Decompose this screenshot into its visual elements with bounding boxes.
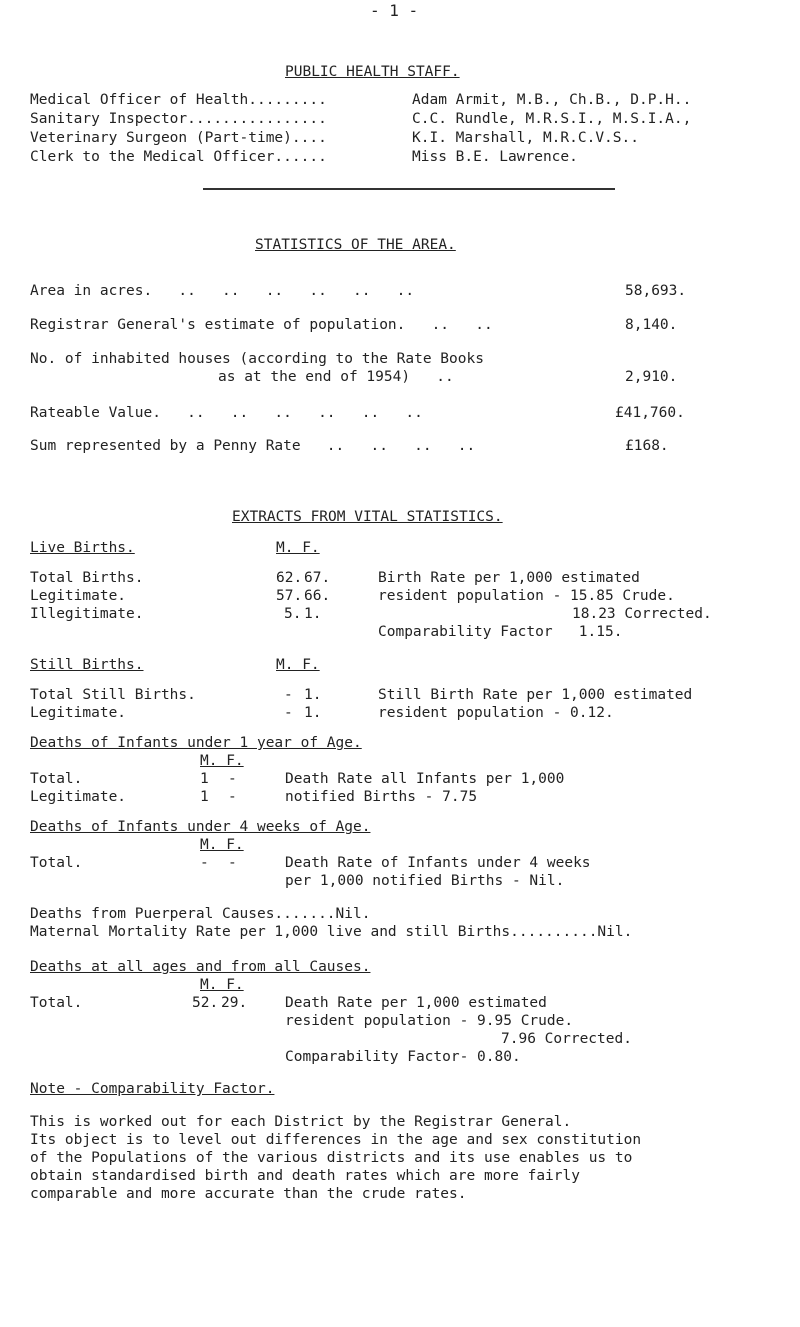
live-births-heading: Live Births.: [30, 540, 135, 556]
death-comparability-factor: Comparability Factor- 0.80.: [285, 1049, 521, 1065]
still-birth-rate-line: resident population - 0.12.: [378, 705, 614, 721]
female-value: 1.: [304, 606, 322, 622]
vital-statistics-heading: EXTRACTS FROM VITAL STATISTICS.: [232, 509, 503, 525]
female-value: 29.: [221, 995, 248, 1011]
population-value: 8,140.: [625, 317, 678, 333]
female-value: 1.: [304, 687, 322, 703]
note-line: comparable and more accurate than the crude rates.: [30, 1186, 467, 1202]
death-rate-line: resident population - 9.95 Crude.: [285, 1013, 574, 1029]
male-value: 5.: [284, 606, 302, 622]
male-value: 1: [200, 789, 209, 805]
infant-4wk-rate-line: Death Rate of Infants under 4 weeks: [285, 855, 591, 871]
male-value: 62.: [276, 570, 303, 586]
staff-role: Veterinary Surgeon (Part-time)....: [30, 130, 327, 146]
row-label: Legitimate.: [30, 588, 127, 604]
male-value: 57.: [276, 588, 303, 604]
mf-header: M. F.: [276, 540, 320, 556]
male-value: -: [200, 855, 209, 871]
page-number: - 1 -: [370, 1, 419, 20]
row-label: Total Births.: [30, 570, 144, 586]
rateable-value: £41,760.: [615, 405, 685, 421]
birth-rate-corrected: 18.23 Corrected.: [572, 606, 712, 622]
note-line: Its object is to level out differences in the age and sex constitution: [30, 1132, 642, 1148]
statistics-heading: STATISTICS OF THE AREA.: [255, 237, 456, 253]
staff-person: Adam Armit, M.B., Ch.B., D.P.H..: [412, 92, 692, 108]
penny-rate-value: £168.: [625, 438, 669, 454]
area-value: 58,693.: [625, 283, 687, 299]
male-value: 52.: [192, 995, 219, 1011]
staff-person: Miss B.E. Lawrence.: [412, 149, 578, 165]
note-heading: Note - Comparability Factor.: [30, 1081, 275, 1097]
penny-rate-label: Sum represented by a Penny Rate .. .. .. ..: [30, 438, 476, 454]
note-line: obtain standardised birth and death rates which are more fairly: [30, 1168, 580, 1184]
houses-value: 2,910.: [625, 369, 678, 385]
row-label: Total.: [30, 855, 83, 871]
death-rate-line: Death Rate per 1,000 estimated: [285, 995, 547, 1011]
infant-death-rate-line: Death Rate all Infants per 1,000: [285, 771, 565, 787]
houses-label-cont: as at the end of 1954) ..: [218, 369, 454, 385]
row-label: Legitimate.: [30, 705, 127, 721]
staff-person: C.C. Rundle, M.R.S.I., M.S.I.A.,: [412, 111, 692, 127]
female-value: -: [228, 855, 237, 871]
puerperal-deaths: Deaths from Puerperal Causes.......Nil.: [30, 906, 371, 922]
female-value: -: [228, 771, 237, 787]
still-births-heading: Still Births.: [30, 657, 144, 673]
infant-4wk-rate-line: per 1,000 notified Births - Nil.: [285, 873, 565, 889]
female-value: -: [228, 789, 237, 805]
male-value: -: [284, 687, 293, 703]
male-value: 1: [200, 771, 209, 787]
birth-rate-line: resident population - 15.85 Crude.: [378, 588, 675, 604]
row-label: Total Still Births.: [30, 687, 196, 703]
mf-header: M. F.: [200, 753, 244, 769]
staff-role: Medical Officer of Health.........: [30, 92, 327, 108]
staff-heading: PUBLIC HEALTH STAFF.: [285, 64, 460, 80]
infant-4wk-deaths-heading: Deaths of Infants under 4 weeks of Age.: [30, 819, 371, 835]
row-label: Legitimate.: [30, 789, 127, 805]
still-birth-rate-line: Still Birth Rate per 1,000 estimated: [378, 687, 693, 703]
population-label: Registrar General's estimate of population. .. ..: [30, 317, 493, 333]
female-value: 1.: [304, 705, 322, 721]
maternal-mortality: Maternal Mortality Rate per 1,000 live and still Births..........Nil.: [30, 924, 633, 940]
staff-person: K.I. Marshall, M.R.C.V.S..: [412, 130, 639, 146]
mf-header: M. F.: [200, 977, 244, 993]
row-label: Total.: [30, 771, 83, 787]
note-line: of the Populations of the various districts and its use enables us to: [30, 1150, 633, 1166]
female-value: 66.: [304, 588, 331, 604]
row-label: Illegitimate.: [30, 606, 144, 622]
staff-role: Sanitary Inspector................: [30, 111, 327, 127]
female-value: 67.: [304, 570, 331, 586]
mf-header: M. F.: [276, 657, 320, 673]
staff-role: Clerk to the Medical Officer......: [30, 149, 327, 165]
note-line: This is worked out for each District by the Registrar General.: [30, 1114, 572, 1130]
divider: [203, 188, 615, 190]
infant-death-rate-line: notified Births - 7.75: [285, 789, 478, 805]
birth-comparability-factor: Comparability Factor 1.15.: [378, 624, 623, 640]
mf-header: M. F.: [200, 837, 244, 853]
birth-rate-line: Birth Rate per 1,000 estimated: [378, 570, 640, 586]
male-value: -: [284, 705, 293, 721]
death-rate-corrected: 7.96 Corrected.: [501, 1031, 632, 1047]
rateable-label: Rateable Value. .. .. .. .. .. ..: [30, 405, 423, 421]
area-label: Area in acres. .. .. .. .. .. ..: [30, 283, 415, 299]
all-deaths-heading: Deaths at all ages and from all Causes.: [30, 959, 371, 975]
houses-label: No. of inhabited houses (according to the Rate Books: [30, 351, 484, 367]
row-label: Total.: [30, 995, 83, 1011]
infant-deaths-heading: Deaths of Infants under 1 year of Age.: [30, 735, 362, 751]
